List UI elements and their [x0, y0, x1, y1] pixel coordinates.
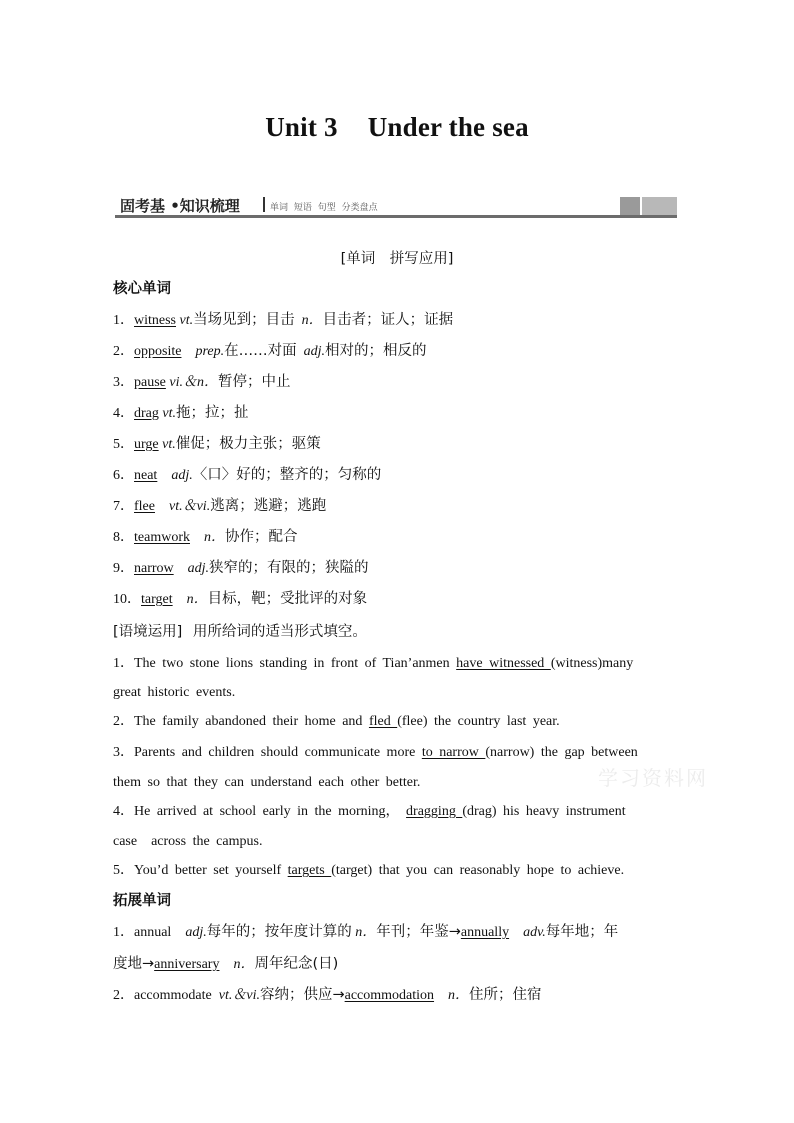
ext-word-2: 2．accommodate vt.＆vi.容纳；供应→accommodation n．住所；住宿: [113, 987, 542, 1003]
answer: witness: [134, 313, 176, 328]
section-title: [单词 拼写应用]: [340, 251, 454, 267]
answer: dragging: [406, 804, 463, 819]
core-word-9: 9．narrow adj.狭窄的；有限的；狭隘的: [113, 560, 369, 576]
sentence-3-cont: them so that they can understand each other better.: [113, 775, 421, 790]
core-word-7: 7．flee vt.＆vi.逃离；逃避；逃跑: [113, 498, 327, 514]
banner-main: 固考基 •知识梳理: [120, 197, 240, 215]
answer: fled: [368, 714, 398, 729]
answer: accommodation: [344, 988, 435, 1003]
sentence-3: 3．Parents and children should communicate more to narrow (narrow) the gap between: [113, 745, 638, 760]
banner-rule: [115, 215, 677, 218]
ext-word-1: 1．annual adj.每年的；按年度计算的 n．年刊；年鉴→annually adv.每年地；年: [113, 924, 619, 940]
sentence-4: 4．He arrived at school early in the morning， dragging (drag) his heavy instrument: [113, 804, 626, 819]
answer: annually: [460, 925, 510, 940]
ext-heading: 拓展单词: [113, 893, 171, 909]
answer: neat: [134, 468, 158, 483]
context-instruction: [语境运用] 用所给词的适当形式填空。: [113, 624, 367, 640]
section-banner: [115, 194, 677, 218]
sentence-2: 2．The family abandoned their home and fled (flee) the country last year.: [113, 714, 560, 729]
banner-sub: 单词 短语 句型 分类盘点: [270, 203, 378, 213]
answer: have witnessed: [456, 656, 551, 671]
banner-separator: [263, 197, 265, 212]
page-title: [0, 112, 794, 143]
answer: anniversary: [154, 957, 220, 972]
answer: teamwork: [134, 530, 190, 545]
core-word-2: 2．opposite prep.在……对面 adj.相对的；相反的: [113, 343, 427, 359]
sentence-1-cont: great historic events.: [113, 685, 236, 700]
answer: target: [141, 592, 173, 607]
sentence-5: 5．You’d better set yourself targets (target) that you can reasonably hope to achieve.: [113, 863, 625, 878]
answer: to narrow: [421, 745, 486, 760]
core-heading: 核心单词: [113, 281, 171, 297]
banner-block-light: [642, 197, 677, 215]
core-word-4: 4．drag vt.拖；拉；扯: [113, 405, 249, 421]
core-word-6: 6．neat adj.〈口〉好的；整齐的；匀称的: [113, 467, 382, 483]
unit-number: Unit 3: [265, 112, 338, 142]
banner-block-dark: [620, 197, 640, 215]
core-word-8: 8．teamwork n．协作；配合: [113, 529, 298, 545]
core-word-10: 10．target n．目标，靶；受批评的对象: [113, 591, 368, 607]
core-word-5: 5．urge vt.催促；极力主张；驱策: [113, 436, 321, 452]
answer: opposite: [134, 344, 182, 359]
sentence-1: 1．The two stone lions standing in front of Tian’anmen have witnessed (witness)many: [113, 656, 634, 671]
answer: targets: [287, 863, 332, 878]
watermark: 学习资料网: [598, 766, 708, 790]
answer: urge: [134, 437, 159, 452]
answer: flee: [134, 499, 155, 514]
answer: pause: [134, 375, 166, 390]
ext-word-1-cont: 度地→anniversary n．周年纪念(日): [113, 956, 339, 972]
core-word-1: 1．witness vt.当场见到；目击 n．目击者；证人；证据: [113, 312, 454, 328]
sentence-4-cont: case across the campus.: [113, 834, 263, 849]
core-word-3: 3．pause vi.＆n．暂停；中止: [113, 374, 291, 390]
unit-name: Under the sea: [367, 112, 529, 142]
answer: narrow: [134, 561, 174, 576]
answer: drag: [134, 406, 159, 421]
